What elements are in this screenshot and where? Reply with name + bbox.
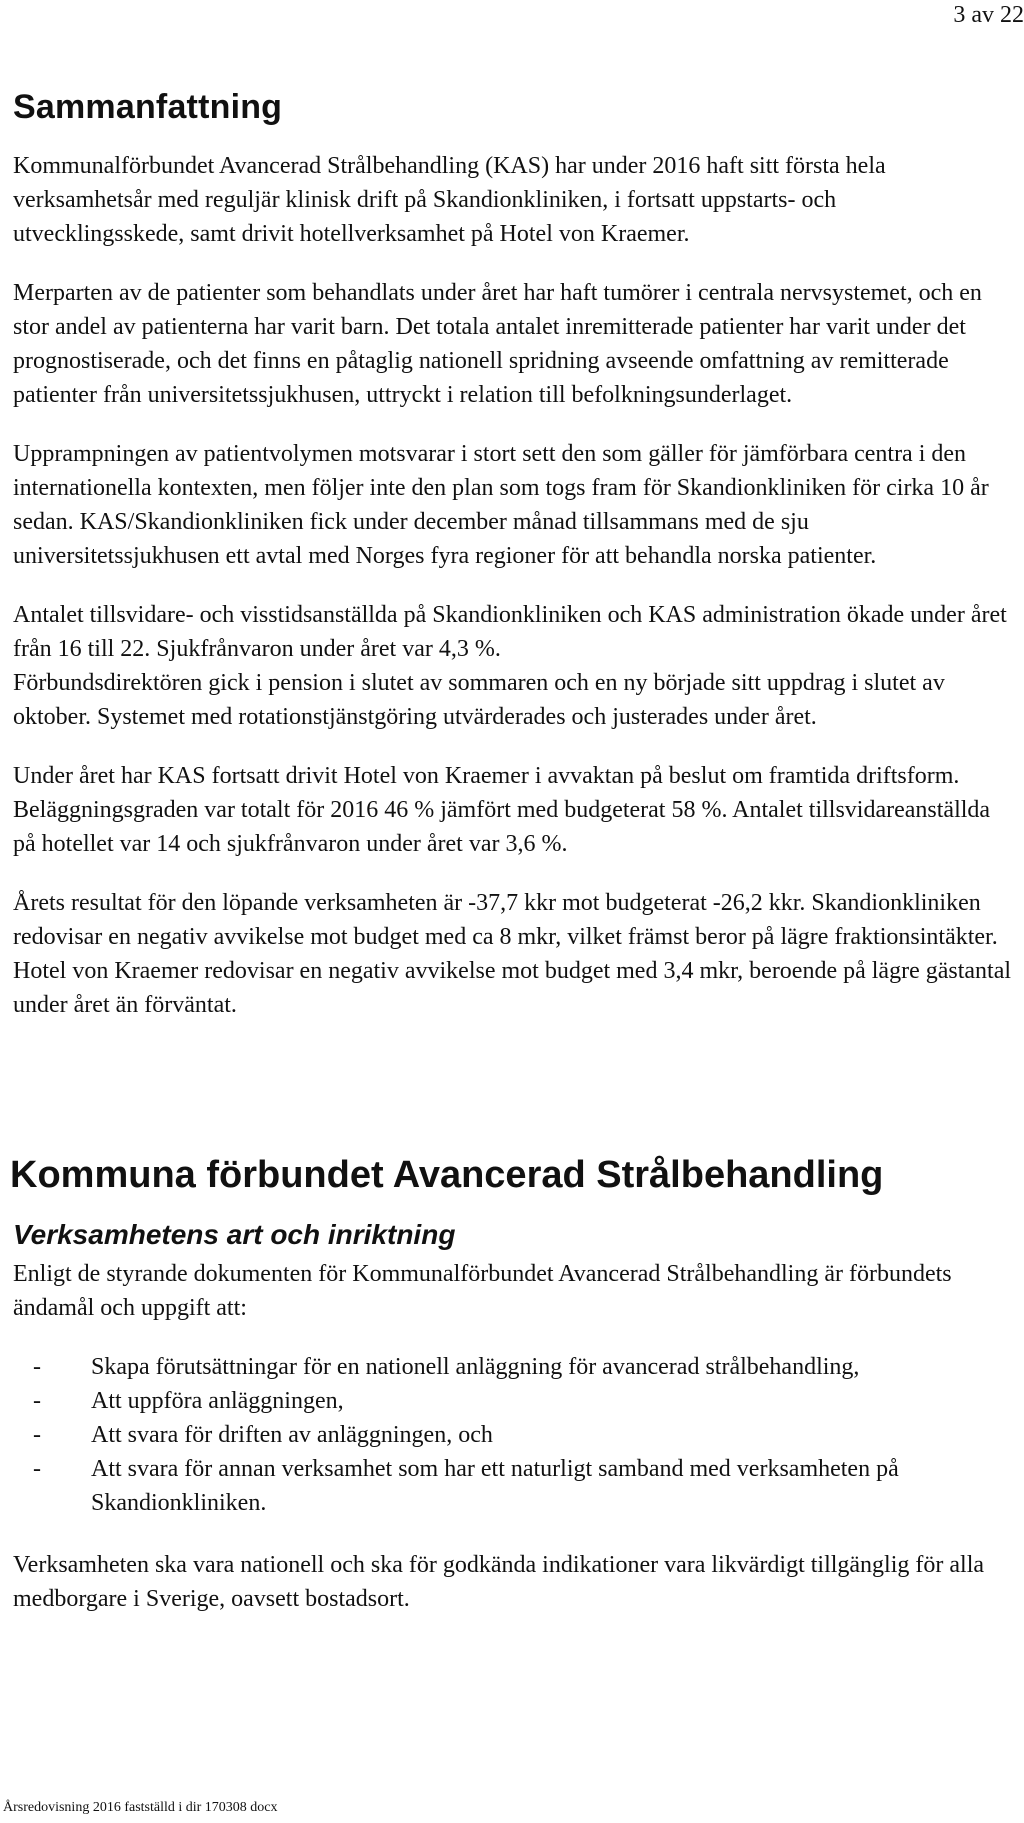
document-body <box>10 88 1013 1641</box>
summary-paragraph: Antalet tillsvidare- och visstidsanställda på Skandionkliniken och KAS administration ökade under året från 16 till 22. Sjukfrånvaron under året var 4,3 %. <box>13 602 1007 662</box>
intro-paragraph: Enligt de styrande dokumenten för Kommunalförbundet Avancerad Strålbehandling är förbundets ändamål och uppgift att: <box>13 1261 952 1321</box>
subsection-heading: Verksamhetens art och inriktning <box>13 1219 456 1250</box>
section-spacer <box>13 1047 1013 1154</box>
list-item <box>13 1384 1013 1418</box>
dash-bullet: - <box>33 1422 41 1448</box>
dash-bullet: - <box>33 1388 41 1414</box>
list-item-text: Att svara för annan verksamhet som har ett naturligt samband med verksamheten på Skandionkliniken. <box>91 1456 899 1516</box>
summary-paragraph: Förbundsdirektören gick i pension i slutet av sommaren och en ny började sitt uppdrag i slutet av oktober. Systemet med rotationstjänstgöring utvärderades och justerades under året. <box>13 670 945 730</box>
list-item-text: Att svara för driften av anläggningen, och <box>91 1422 493 1448</box>
closing-paragraph: Verksamheten ska vara nationell och ska för godkända indikationer vara likvärdigt tillgänglig för alla medborgare i Sverige, oavsett bostadsort. <box>13 1552 985 1612</box>
list-item-text: Att uppföra anläggningen, <box>91 1388 344 1414</box>
summary-heading: Sammanfattning <box>13 88 283 126</box>
footer-filename: Årsredovisning 2016 fastställd i dir 170308 docx <box>3 1800 278 1815</box>
organization-heading: Kommuna förbundet Avancerad Strålbehandling <box>10 1154 884 1196</box>
list-item <box>13 1350 1013 1384</box>
list-item <box>13 1452 1013 1520</box>
summary-paragraph: Merparten av de patienter som behandlats under året har haft tumörer i centrala nervsystemet, och en stor andel av patienterna har varit barn. Det totala antalet inremitterade patienter har varit under det prognostiserade, och det finns en påtaglig nationell spridning avseende omfattning av remitterade patienter från universitetssjukhusen, uttryckt i relation till befolkningsunderlaget. <box>13 280 982 408</box>
list-item-text: Skapa förutsättningar för en nationell anläggning för avancerad strålbehandling, <box>91 1354 860 1380</box>
dash-bullet: - <box>33 1354 41 1380</box>
summary-paragraph: Årets resultat för den löpande verksamheten är -37,7 kkr mot budgeterat -26,2 kkr. Skandionkliniken redovisar en negativ avvikelse mot budget med ca 8 mkr, vilket främst beror på lägre fraktionsintäkter. Hotel von Kraemer redovisar en negativ avvikelse mot budget med 3,4 mkr, beroende på lägre gästantal under året än förväntat. <box>13 890 1012 1018</box>
summary-paragraph: Under året har KAS fortsatt drivit Hotel von Kraemer i avvaktan på beslut om framtida driftsform. Beläggningsgraden var totalt för 2016 46 % jämfört med budgeterat 58 %. Antalet tillsvidareanställda på hotellet var 14 och sjukfrånvaron under året var 3,6 %. <box>13 763 991 857</box>
purpose-list <box>13 1350 1013 1520</box>
list-item <box>13 1418 1013 1452</box>
summary-paragraph: Kommunalförbundet Avancerad Strålbehandling (KAS) har under 2016 haft sitt första hela verksamhetsår med reguljär klinisk drift på Skandionkliniken, i fortsatt uppstarts- och utvecklingsskede, samt drivit hotellverksamhet på Hotel von Kraemer. <box>13 153 886 247</box>
page-number: 3 av 22 <box>953 2 1024 28</box>
dash-bullet: - <box>33 1456 41 1482</box>
summary-paragraph: Upprampningen av patientvolymen motsvarar i stort sett den som gäller för jämförbara centra i den internationella kontexten, men följer inte den plan som togs fram för Skandionkliniken för cirka 10 år sedan. KAS/Skandionkliniken fick under december månad tillsammans med de sju universitetssjukhusen ett avtal med Norges fyra regioner för att behandla norska patienter. <box>13 441 989 569</box>
